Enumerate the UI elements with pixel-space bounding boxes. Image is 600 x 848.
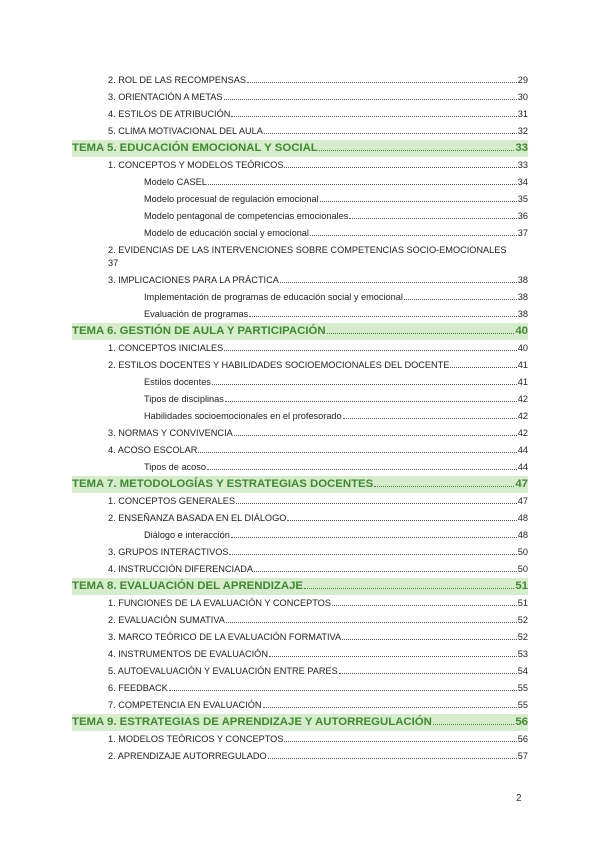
toc-entry[interactable] — [72, 646, 528, 663]
dot-leader — [249, 316, 517, 317]
toc-entry-title: 2. ROL DE LAS RECOMPENSAS — [108, 75, 247, 85]
dot-leader — [231, 537, 517, 538]
toc-entry[interactable] — [72, 89, 528, 106]
toc-entry-page: 48 — [517, 530, 528, 540]
toc-entry[interactable] — [72, 72, 528, 89]
toc-entry-page: 33 — [517, 160, 528, 170]
toc-entry-title: TEMA 8. EVALUACIÓN DEL APRENDIZAJE — [72, 580, 303, 592]
toc-entry-page: 31 — [517, 109, 528, 119]
toc-entry[interactable] — [72, 459, 528, 476]
toc-entry-page: 41 — [517, 377, 528, 387]
toc-entry[interactable] — [72, 595, 528, 612]
toc-chapter-entry[interactable] — [72, 578, 528, 595]
toc-entry-title: 1. CONCEPTOS GENERALES — [108, 496, 235, 506]
dot-leader — [268, 758, 517, 759]
dot-leader — [224, 350, 517, 351]
toc-entry-title: 2. ESTILOS DOCENTES Y HABILIDADES SOCIOEMOCIONALES DEL DOCENTE — [108, 360, 450, 370]
toc-entry-title: 5. AUTOEVALUACIÓN Y EVALUACIÓN ENTRE PARES — [108, 666, 338, 676]
dot-leader — [236, 503, 517, 504]
toc-entry-title: 1. CONCEPTOS INICIALES — [108, 343, 224, 353]
toc-entry[interactable] — [72, 208, 528, 225]
toc-entry-page: 47 — [517, 496, 528, 506]
toc-entry-page: 41 — [517, 360, 528, 370]
toc-entry[interactable] — [72, 663, 528, 680]
toc-entry[interactable] — [72, 272, 528, 289]
toc-entry-page: 32 — [517, 126, 528, 136]
dot-leader — [450, 367, 516, 368]
dot-leader — [198, 452, 516, 453]
dot-leader — [229, 554, 516, 555]
dot-leader — [339, 673, 517, 674]
toc-entry-title: TEMA 9. ESTRATEGIAS DE APRENDIZAJE Y AUTORREGULACIÓN — [72, 716, 432, 728]
toc-entry[interactable] — [72, 612, 528, 629]
toc-entry-title: 2. EVALUACIÓN SUMATIVA — [108, 615, 225, 625]
toc-chapter-entry[interactable] — [72, 323, 528, 340]
dot-leader — [319, 150, 515, 151]
toc-entry-title: 3. MARCO TEÓRICO DE LA EVALUACIÓN FORMATIVA — [108, 632, 342, 642]
toc-entry-page: 52 — [517, 615, 528, 625]
dot-leader — [343, 418, 517, 419]
toc-entry-title: Tipos de disciplinas — [144, 394, 224, 404]
toc-entry-page: 30 — [517, 92, 528, 102]
toc-entry[interactable] — [72, 157, 528, 174]
toc-entry-page: 44 — [517, 445, 528, 455]
page-number: 2 — [516, 793, 522, 804]
dot-leader — [212, 384, 517, 385]
toc-entry-title: Tipos de acoso — [144, 462, 206, 472]
toc-entry-title: 2. EVIDENCIAS DE LAS INTERVENCIONES SOBRE COMPETENCIAS SOCIO-EMOCIONALES — [108, 245, 507, 255]
toc-entry-page: 33 — [515, 142, 528, 154]
toc-entry-title: TEMA 6. GESTIÓN DE AULA Y PARTICIPACIÓN — [72, 325, 326, 337]
toc-entry[interactable] — [72, 374, 528, 391]
toc-entry-title: 5. CLIMA MOTIVACIONAL DEL AULA — [108, 126, 263, 136]
toc-entry[interactable] — [72, 493, 528, 510]
toc-entry[interactable] — [72, 510, 528, 527]
toc-entry-page: 52 — [517, 632, 528, 642]
toc-entry-page: 42 — [517, 411, 528, 421]
toc-entry-page: 51 — [515, 580, 528, 592]
toc-entry-title: Habilidades socioemocionales en el profesorado — [144, 411, 342, 421]
toc-entry-page: 34 — [517, 177, 528, 187]
toc-entry-title: 6. FEEDBACK — [108, 683, 168, 693]
toc-entry-title: 4. ACOSO ESCOLAR — [108, 445, 198, 455]
toc-entry-page: 38 — [517, 292, 528, 302]
toc-entry-page: 56 — [517, 734, 528, 744]
toc-entry-title: 1. CONCEPTOS Y MODELOS TEÓRICOS — [108, 160, 284, 170]
toc-entry-page: 47 — [515, 478, 528, 490]
toc-entry-page: 42 — [517, 428, 528, 438]
dot-leader — [284, 741, 516, 742]
toc-entry-page: 40 — [515, 325, 528, 337]
toc-entry[interactable] — [72, 544, 528, 561]
toc-entry-page: 57 — [517, 751, 528, 761]
dot-leader — [247, 82, 517, 83]
dot-leader — [224, 99, 517, 100]
dot-leader — [269, 656, 517, 657]
toc-entry[interactable] — [72, 731, 528, 748]
toc-entry-title: 3. GRUPOS INTERACTIVOS — [108, 547, 229, 557]
toc-entry[interactable] — [72, 527, 528, 544]
toc-entry-page: 38 — [517, 309, 528, 319]
toc-entry-title: 3. NORMAS Y CONVIVENCIA — [108, 428, 233, 438]
toc-entry-title: 1. FUNCIONES DE LA EVALUACIÓN Y CONCEPTOS — [108, 598, 331, 608]
toc-entry[interactable] — [72, 242, 528, 272]
dot-leader — [280, 282, 517, 283]
dot-leader — [263, 707, 517, 708]
toc-entry-page: 35 — [517, 194, 528, 204]
toc-entry[interactable] — [72, 306, 528, 323]
dot-leader — [254, 571, 517, 572]
toc-entry-title: Modelo pentagonal de competencias emocionales — [144, 211, 349, 221]
toc-entry-title: Modelo procesual de regulación emocional — [144, 194, 319, 204]
toc-entry[interactable] — [72, 680, 528, 697]
toc-entry-title: Modelo de educación social y emocional — [144, 228, 309, 238]
toc-chapter-entry[interactable] — [72, 714, 528, 731]
toc-entry-title: 4. INSTRUMENTOS DE EVALUACIÓN — [108, 649, 268, 659]
dot-leader — [320, 201, 517, 202]
toc-chapter-entry[interactable] — [72, 140, 528, 157]
dot-leader — [349, 218, 516, 219]
toc-entry-page: 55 — [517, 700, 528, 710]
toc-entry[interactable] — [72, 629, 528, 646]
dot-leader — [287, 520, 516, 521]
dot-leader — [207, 469, 517, 470]
toc-entry[interactable] — [72, 191, 528, 208]
dot-leader — [226, 622, 517, 623]
toc-entry-title: Implementación de programas de educación social y emocional — [144, 292, 403, 302]
toc-entry-title: 4. ESTILOS DE ATRIBUCIÓN — [108, 109, 231, 119]
toc-entry-title: Modelo CASEL — [144, 177, 207, 187]
toc-entry-page: 50 — [517, 564, 528, 574]
toc-entry-page: 50 — [517, 547, 528, 557]
dot-leader — [284, 167, 516, 168]
toc-chapter-entry[interactable] — [72, 476, 528, 493]
toc-entry-page: 40 — [517, 343, 528, 353]
dot-leader — [231, 116, 516, 117]
toc-entry-page: 56 — [515, 716, 528, 728]
toc-entry[interactable] — [72, 442, 528, 459]
toc-entry[interactable] — [72, 289, 528, 306]
toc-entry[interactable] — [72, 106, 528, 123]
dot-leader — [225, 401, 517, 402]
toc-entry[interactable] — [72, 174, 528, 191]
toc-entry-title: Evaluación de programas — [144, 309, 249, 319]
toc-entry-page: 55 — [517, 683, 528, 693]
dot-leader — [310, 235, 517, 236]
toc-entry-page: 36 — [517, 211, 528, 221]
toc-entry[interactable] — [72, 748, 528, 765]
toc-entry-title: Estilos docentes — [144, 377, 211, 387]
toc-entry-title: 3. IMPLICACIONES PARA LA PRÁCTICA — [108, 275, 279, 285]
toc-entry-page: 53 — [517, 649, 528, 659]
toc-entry-page: 51 — [517, 598, 528, 608]
toc-entry-title: TEMA 7. METODOLOGÍAS Y ESTRATEGIAS DOCENTES — [72, 478, 374, 490]
table-of-contents — [72, 72, 528, 765]
toc-entry-title: TEMA 5. EDUCACIÓN EMOCIONAL Y SOCIAL — [72, 142, 318, 154]
dot-leader — [404, 299, 517, 300]
dot-leader — [234, 435, 517, 436]
toc-entry[interactable] — [72, 123, 528, 140]
toc-entry[interactable] — [72, 391, 528, 408]
dot-leader — [169, 690, 517, 691]
toc-entry-title: 1. MODELOS TEÓRICOS Y CONCEPTOS — [108, 734, 284, 744]
toc-entry-title: 7. COMPETENCIA EN EVALUACIÓN — [108, 700, 262, 710]
toc-entry-title: Diálogo e interacción — [144, 530, 230, 540]
toc-entry[interactable] — [72, 340, 528, 357]
toc-entry[interactable] — [72, 357, 528, 374]
toc-entry-page: 48 — [517, 513, 528, 523]
toc-entry[interactable] — [72, 225, 528, 242]
toc-entry-page: 54 — [517, 666, 528, 676]
dot-leader — [374, 486, 514, 487]
dot-leader — [342, 639, 517, 640]
toc-entry-title: 2. ENSEÑANZA BASADA EN EL DIÁLOGO — [108, 513, 287, 523]
toc-entry-page: 37 — [108, 258, 119, 268]
dot-leader — [208, 184, 517, 185]
dot-leader — [304, 588, 514, 589]
toc-entry[interactable] — [72, 425, 528, 442]
dot-leader — [332, 605, 517, 606]
toc-entry-page: 44 — [517, 462, 528, 472]
toc-entry-title: 2. APRENDIZAJE AUTORREGULADO — [108, 751, 267, 761]
toc-entry-title: 3. ORIENTACIÓN A METAS — [108, 92, 223, 102]
dot-leader — [327, 333, 515, 334]
toc-entry-page: 42 — [517, 394, 528, 404]
toc-entry-page: 38 — [517, 275, 528, 285]
toc-entry-page: 29 — [517, 75, 528, 85]
toc-entry[interactable] — [72, 408, 528, 425]
toc-entry-title: 4. INSTRUCCIÓN DIFERENCIADA — [108, 564, 253, 574]
dot-leader — [433, 724, 514, 725]
toc-entry[interactable] — [72, 561, 528, 578]
toc-entry-page: 37 — [517, 228, 528, 238]
dot-leader — [264, 133, 517, 134]
toc-entry[interactable] — [72, 697, 528, 714]
